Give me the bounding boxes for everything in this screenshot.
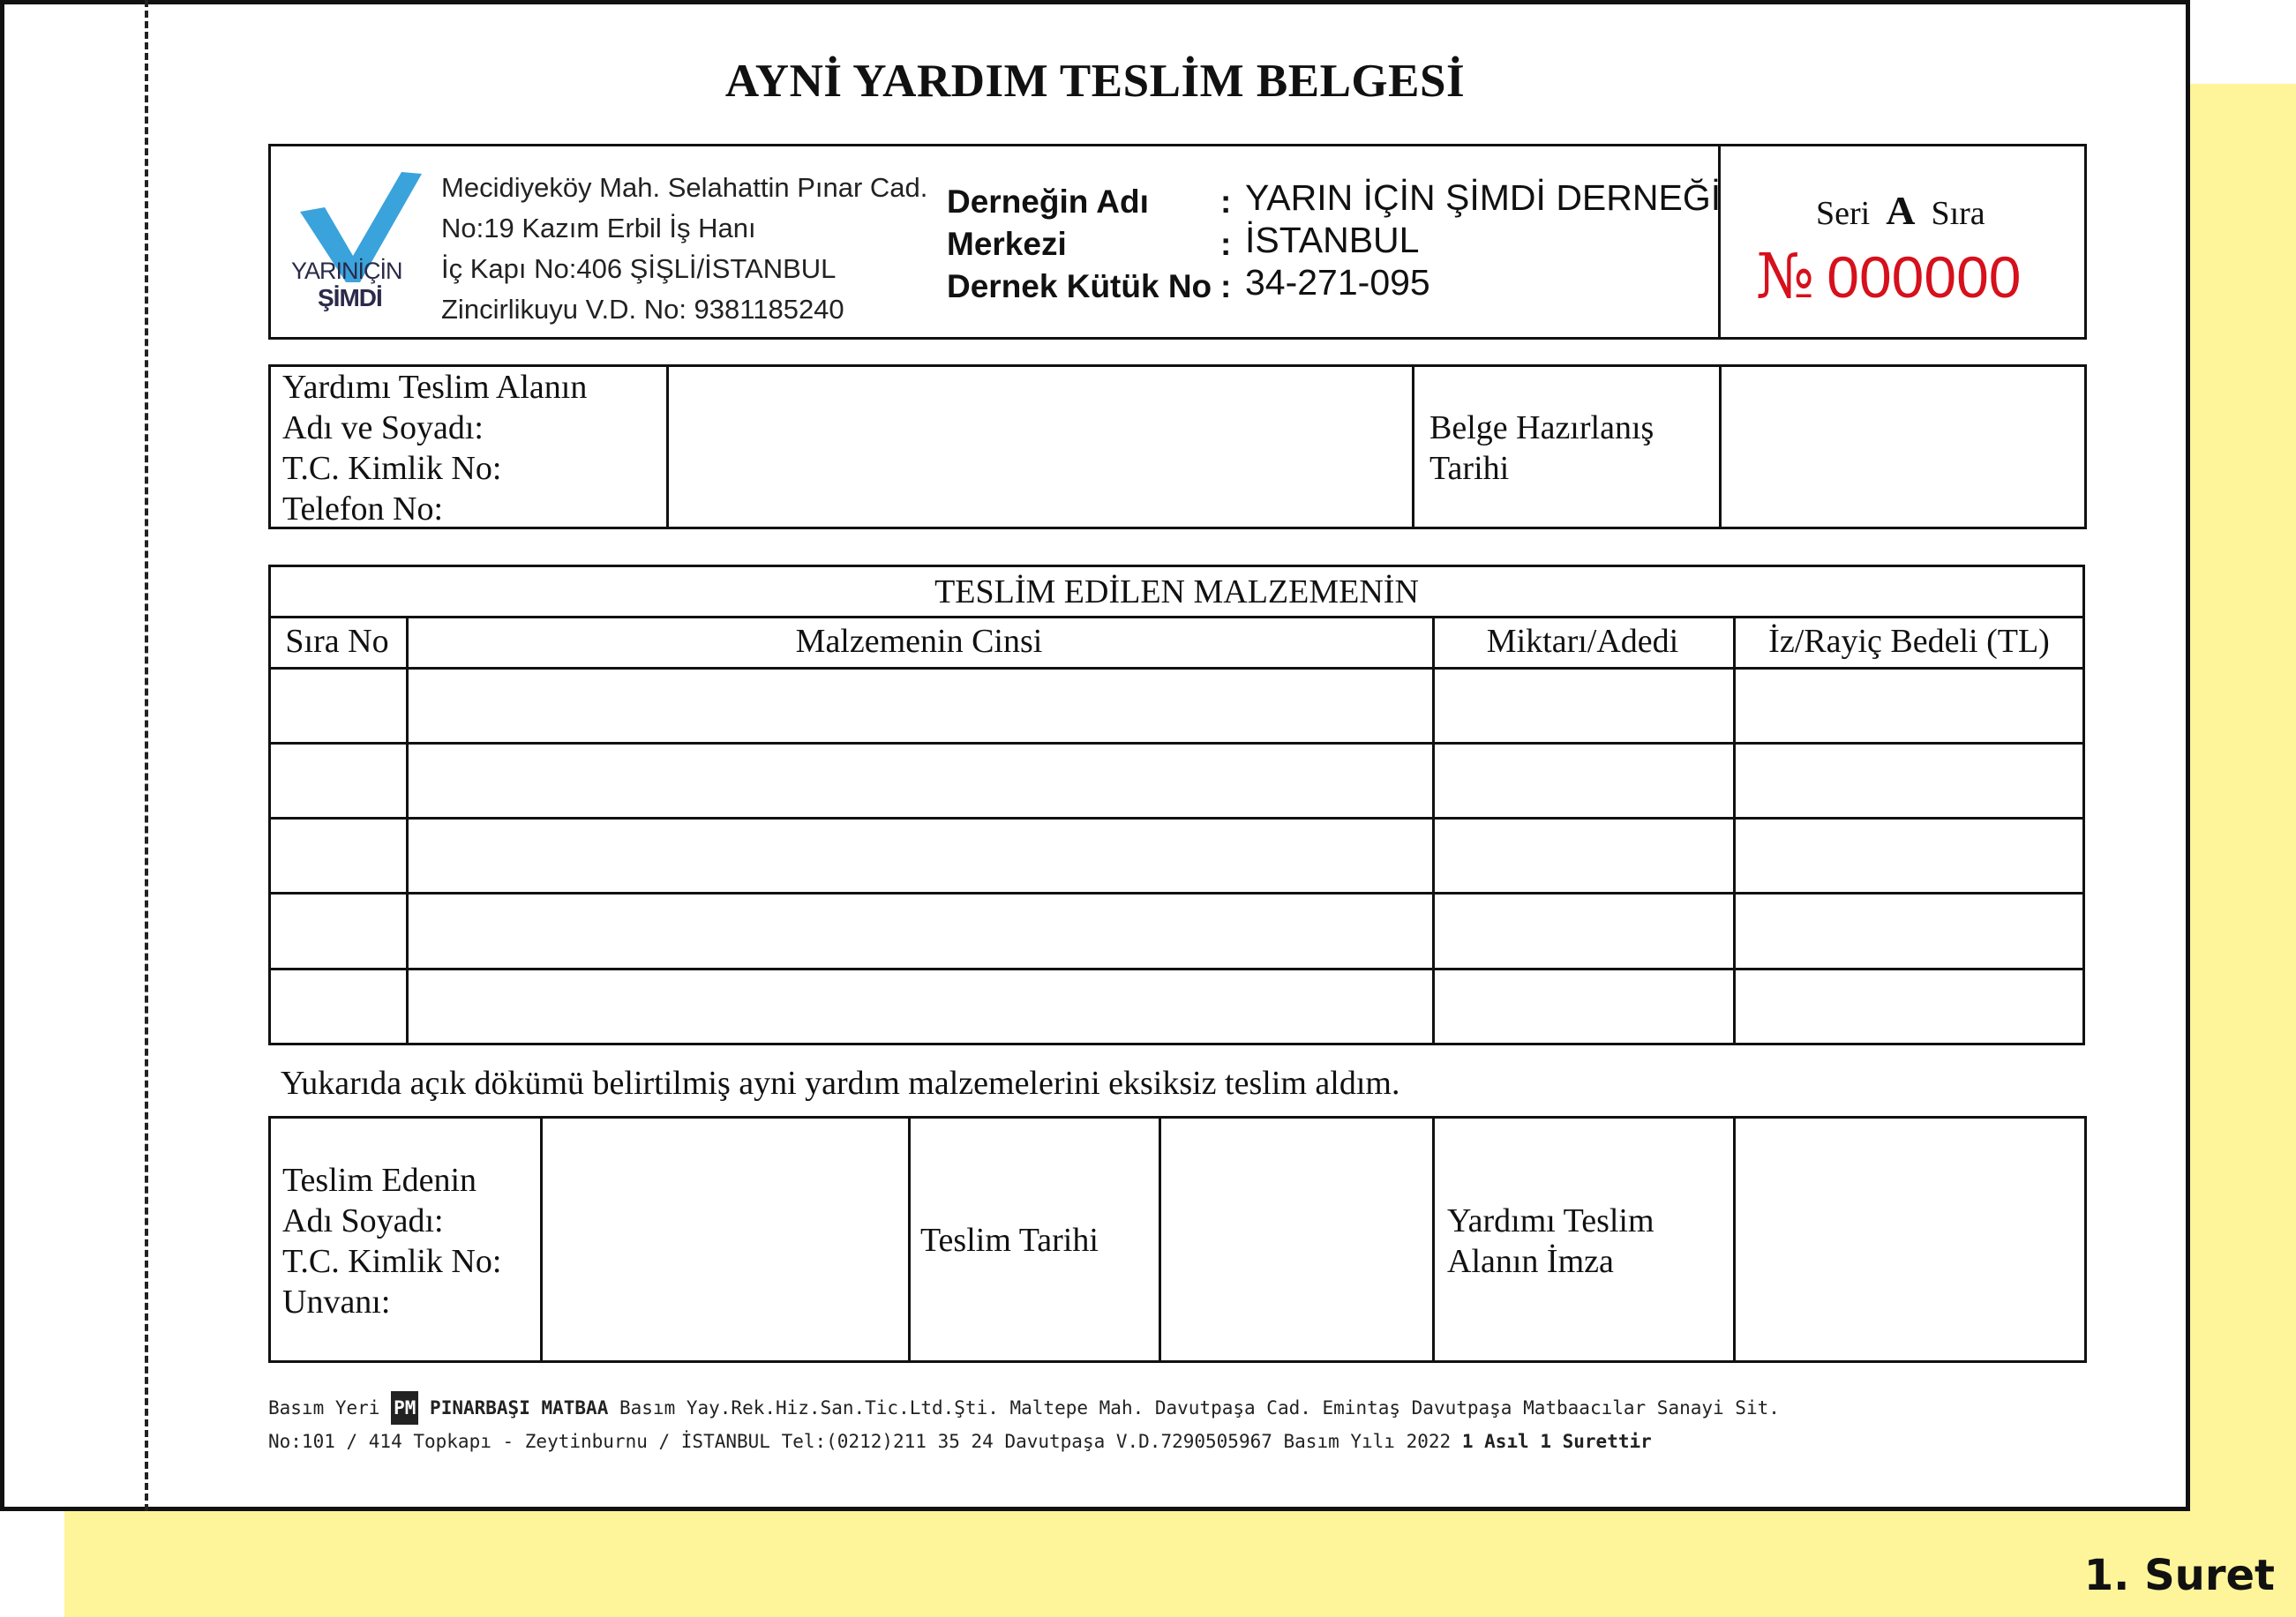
document-title: AYNİ YARDIM TESLİM BELGESİ xyxy=(724,56,1466,107)
serial-number-value: 000000 xyxy=(1827,244,2022,310)
association-values xyxy=(1245,176,1721,303)
printer-logo-icon: PM xyxy=(391,1391,418,1425)
recipient-id-label: T.C. Kimlik No: xyxy=(282,450,502,487)
table-row[interactable] xyxy=(271,895,2082,968)
footer-line-2-text: No:101 / 414 Topkapı - Zeytinburnu / İSTANBUL Tel:(0212)211 35 24 Davutpaşa V.D.7290505967 Basım Yılı 2022 xyxy=(268,1431,1452,1452)
number-sign: № xyxy=(1756,240,1815,312)
recipient-label-line: Yardımı Teslim Alanın xyxy=(282,369,588,406)
giver-title-label: Unvanı: xyxy=(282,1284,391,1321)
footer-prefix: Basım Yeri xyxy=(268,1397,380,1419)
prep-date-label-line2: Tarihi xyxy=(1429,450,1510,487)
prep-date-label xyxy=(1429,408,1654,489)
materials-heading: TESLİM EDİLEN MALZEMENİN xyxy=(934,573,1419,610)
giver-id-label: T.C. Kimlik No: xyxy=(282,1243,502,1280)
recipient-divider-1 xyxy=(666,364,669,529)
table-heading-line xyxy=(268,616,2085,618)
logo-text-bottom: ŞİMDİ xyxy=(318,284,382,311)
association-name-value: YARIN İÇİN ŞİMDİ DERNEĞİ xyxy=(1245,177,1722,218)
footer-line-1-text: Basım Yay.Rek.Hiz.San.Tic.Ltd.Şti. Maltepe Mah. Davutpaşa Cad. Emintaş Davutpaşa Matbaacılar Sanayi Sit. xyxy=(619,1397,1780,1419)
recipient-label xyxy=(282,367,587,529)
delivery-divider-1 xyxy=(540,1116,543,1363)
recipient-phone-label: Telefon No: xyxy=(282,490,444,528)
giver-label-line1: Teslim Edenin xyxy=(282,1162,477,1199)
footer-line-1 xyxy=(268,1391,1780,1425)
copy-label: 1. Suret xyxy=(2083,1551,2275,1600)
table-row[interactable] xyxy=(271,745,2082,817)
series-label xyxy=(1816,187,1985,234)
delivery-divider-3 xyxy=(1159,1116,1161,1363)
footer-line-2 xyxy=(268,1425,1780,1458)
delivery-date-label: Teslim Tarihi xyxy=(920,1222,1099,1259)
association-center-value: İSTANBUL xyxy=(1245,220,1420,260)
prep-date-field[interactable] xyxy=(1723,369,2083,526)
giver-name-label: Adı Soyadı: xyxy=(282,1202,444,1239)
address-line: Zincirlikuyu V.D. No: 9381185240 xyxy=(441,294,844,325)
printer-footer xyxy=(268,1391,1780,1458)
logo-text-top: YARINİÇİN xyxy=(291,258,402,284)
delivery-divider-4 xyxy=(1432,1116,1435,1363)
address-line: İç Kapı No:406 ŞİŞLİ/İSTANBUL xyxy=(441,253,837,284)
column-header-sira-no: Sıra No xyxy=(285,623,389,660)
association-center-label: Merkezi xyxy=(947,226,1067,262)
recipient-divider-3 xyxy=(1719,364,1722,529)
seri-label: Seri xyxy=(1816,195,1871,232)
giver-info-field[interactable] xyxy=(544,1120,904,1359)
delivery-divider-2 xyxy=(908,1116,911,1363)
association-registry-value: 34-271-095 xyxy=(1245,262,1430,303)
recipient-name-label: Adı ve Soyadı: xyxy=(282,409,484,446)
address-block xyxy=(441,168,927,330)
association-labels xyxy=(947,181,1212,308)
table-row[interactable] xyxy=(271,820,2082,892)
delivery-divider-5 xyxy=(1733,1116,1736,1363)
address-line: No:19 Kazım Erbil İş Hanı xyxy=(441,213,756,243)
table-row[interactable] xyxy=(271,970,2082,1043)
signature-label xyxy=(1447,1201,1654,1282)
perforation-line xyxy=(145,0,148,1511)
copies-note: 1 Asıl 1 Surettir xyxy=(1461,1431,1652,1452)
recipient-divider-2 xyxy=(1412,364,1414,529)
prep-date-label-line1: Belge Hazırlanış xyxy=(1429,409,1654,446)
giver-label xyxy=(282,1160,501,1322)
printer-name: PINARBAŞI MATBAA xyxy=(430,1397,609,1419)
signature-label-line1: Yardımı Teslim xyxy=(1447,1202,1654,1239)
association-registry-label: Dernek Kütük No xyxy=(947,268,1212,304)
column-header-value: İz/Rayiç Bedeli (TL) xyxy=(1768,623,2050,660)
column-header-quantity: Miktarı/Adedi xyxy=(1486,623,1679,660)
association-colons: : : : xyxy=(1220,183,1232,304)
table-row[interactable] xyxy=(271,670,2082,742)
signature-label-line2: Alanın İmza xyxy=(1447,1243,1614,1280)
seri-value: A xyxy=(1886,188,1916,233)
column-header-material-type: Malzemenin Cinsi xyxy=(795,623,1043,660)
serial-number xyxy=(1756,240,2022,312)
association-name-label: Derneğin Adı xyxy=(947,183,1149,220)
recipient-info-field[interactable] xyxy=(671,369,1408,526)
sira-label: Sıra xyxy=(1931,195,1985,232)
receipt-statement: Yukarıda açık dökümü belirtilmiş ayni yardım malzemelerini eksiksiz teslim aldım. xyxy=(281,1065,1400,1102)
address-line: Mecidiyeköy Mah. Selahattin Pınar Cad. xyxy=(441,172,928,203)
delivery-date-field[interactable] xyxy=(1163,1120,1429,1359)
signature-field[interactable] xyxy=(1737,1120,2083,1359)
